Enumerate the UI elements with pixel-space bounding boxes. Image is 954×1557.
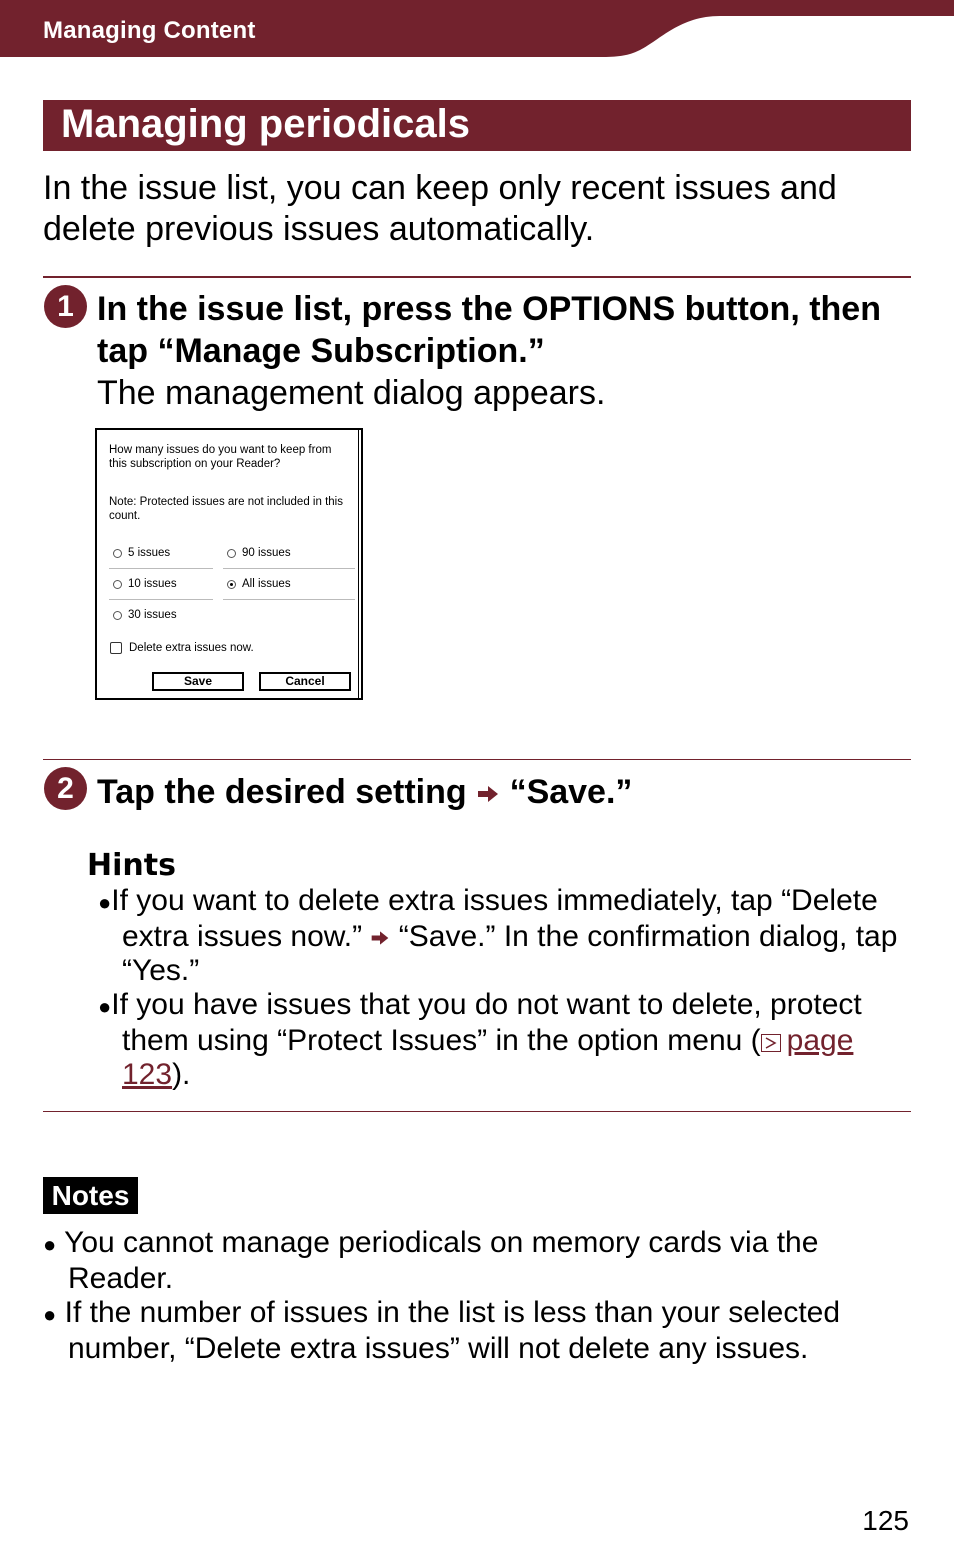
hint-item-continued: extra issues now.” “Save.” In the confirmation dialog, tap — [122, 920, 898, 953]
option-10-issues[interactable]: 10 issues — [113, 571, 177, 597]
radio-selected-icon — [227, 580, 236, 589]
dialog-question: How many issues do you want to keep from this subscription on your Reader? — [109, 444, 332, 470]
dialog-note: Note: Protected issues are not included in this count. — [109, 496, 343, 522]
step-2-text: Tap the desired setting “Save.” — [97, 773, 633, 811]
section-heading — [43, 100, 911, 151]
radio-icon — [113, 549, 122, 558]
notes-list — [43, 1226, 903, 1366]
step-1-sub: The management dialog appears. — [97, 374, 606, 412]
page-reference-icon — [761, 1034, 781, 1052]
note-item: ● If the number of issues in the list is less than your selected — [43, 1296, 841, 1329]
header-title: Managing Content — [43, 17, 256, 44]
note-item-continued: Reader. — [68, 1262, 174, 1295]
intro-paragraph: In the issue list, you can keep only recent issues and delete previous issues automatically. — [43, 169, 837, 248]
option-30-issues[interactable]: 30 issues — [113, 602, 177, 628]
step-1-line-2: tap “Manage Subscription.” — [97, 332, 545, 370]
hint-item-continued: 123). — [122, 1058, 191, 1091]
page-link[interactable]: page — [786, 1024, 854, 1057]
radio-icon — [227, 549, 236, 558]
arrow-right-icon — [476, 784, 500, 804]
checkbox-icon — [110, 642, 122, 654]
divider — [109, 568, 213, 569]
arrow-right-icon — [370, 929, 390, 947]
hints-title: Hints — [87, 848, 176, 883]
hint-item-continued: them using “Protect Issues” in the option menu ( page — [122, 1024, 854, 1057]
radio-icon — [113, 580, 122, 589]
management-dialog — [95, 428, 363, 700]
hint-item: ●If you have issues that you do not want to delete, protect — [98, 988, 862, 1021]
step-1-line-1: In the issue list, press the OPTIONS button, then — [97, 290, 881, 328]
note-item-continued: number, “Delete extra issues” will not delete any issues. — [68, 1332, 809, 1365]
bullet-icon: ● — [98, 994, 112, 1019]
section-title: Managing periodicals — [61, 102, 470, 146]
delete-extra-checkbox[interactable]: Delete extra issues now. — [110, 642, 254, 654]
bullet-icon: ● — [98, 890, 112, 915]
bullet-icon: ● — [43, 1232, 57, 1257]
save-button[interactable]: Save — [152, 672, 244, 691]
page-header — [0, 0, 954, 58]
notes-badge: Notes — [43, 1177, 138, 1214]
divider — [109, 599, 213, 600]
page-link-number[interactable]: 123 — [122, 1058, 173, 1091]
divider — [223, 599, 355, 600]
note-item: ● You cannot manage periodicals on memory cards via the — [43, 1226, 819, 1259]
option-90-issues[interactable]: 90 issues — [227, 540, 291, 566]
bullet-icon: ● — [43, 1302, 57, 1327]
hint-item: ●If you want to delete extra issues immediately, tap “Delete — [98, 884, 878, 917]
step-1-badge: 1 — [44, 285, 87, 328]
hint-item-continued: “Yes.” — [122, 954, 200, 987]
divider — [43, 1111, 911, 1112]
option-5-issues[interactable]: 5 issues — [113, 540, 170, 566]
divider — [223, 568, 355, 569]
hints-list — [98, 884, 918, 1092]
cancel-button[interactable]: Cancel — [259, 672, 351, 691]
divider — [43, 276, 911, 278]
radio-icon — [113, 611, 122, 620]
page-number: 125 — [862, 1505, 909, 1536]
option-all-issues[interactable]: All issues — [227, 571, 291, 597]
step-2-badge: 2 — [44, 767, 87, 810]
divider — [43, 759, 911, 760]
